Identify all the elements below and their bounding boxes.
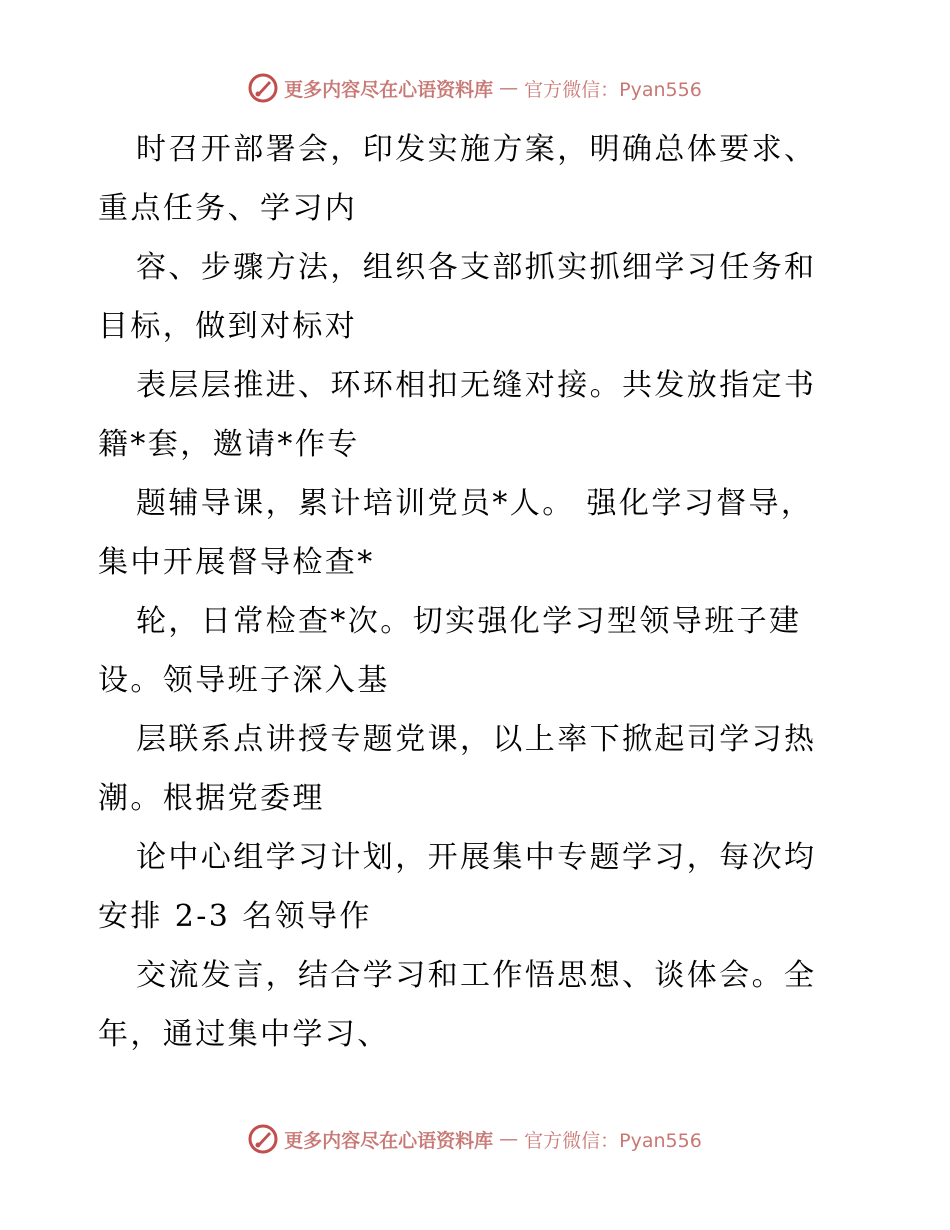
text-line: 论中心组学习计划，开展集中专题学习，每次均 (136, 840, 817, 875)
quill-pen-emblem-icon (248, 1124, 278, 1154)
footer-watermark-banner (0, 1119, 950, 1159)
text-line: 层联系点讲授专题党课，以上率下掀起司学习热 (136, 722, 817, 757)
header-brand-text: 更多内容尽在心语资料库 (284, 78, 494, 101)
text-line: 目标，做到对标对 (98, 309, 358, 344)
footer-banner-content (248, 1124, 702, 1154)
text-line: 潮。根据党委理 (98, 781, 325, 816)
text-line: 轮，日常检查*次。切实强化学习型领导班子建 (136, 604, 802, 639)
text-line: 容、步骤方法，组织各支部抓实抓细学习任务和 (136, 250, 817, 285)
text-line: 重点任务、学习内 (98, 191, 358, 226)
header-brand-dash: — (499, 77, 519, 99)
footer-brand-text: 更多内容尽在心语资料库 (284, 1129, 494, 1152)
text-line: 设。领导班子深入基 (98, 663, 390, 698)
text-line: 年，通过集中学习、 (98, 1017, 390, 1052)
text-line: 表层层推进、环环相扣无缝对接。共发放指定书 (136, 368, 817, 403)
text-line: 籍*套，邀请*作专 (98, 427, 360, 462)
header-wechat-text: 官方微信：Pyan556 (524, 78, 702, 101)
header-banner-content (248, 73, 702, 103)
text-line: 时召开部署会，印发实施方案，明确总体要求、 (136, 132, 817, 167)
text-line: 题辅导课，累计培训党员*人。 强化学习督导， (136, 486, 814, 521)
quill-pen-emblem-icon (248, 73, 278, 103)
footer-brand-dash: — (499, 1128, 519, 1150)
header-watermark-banner (0, 68, 950, 108)
document-body (98, 120, 858, 1064)
text-line: 安排 2-3 名领导作 (98, 899, 372, 934)
text-line: 交流发言，结合学习和工作悟思想、谈体会。全 (136, 958, 817, 993)
footer-wechat-text: 官方微信：Pyan556 (524, 1129, 702, 1152)
text-line: 集中开展督导检查* (98, 545, 375, 580)
